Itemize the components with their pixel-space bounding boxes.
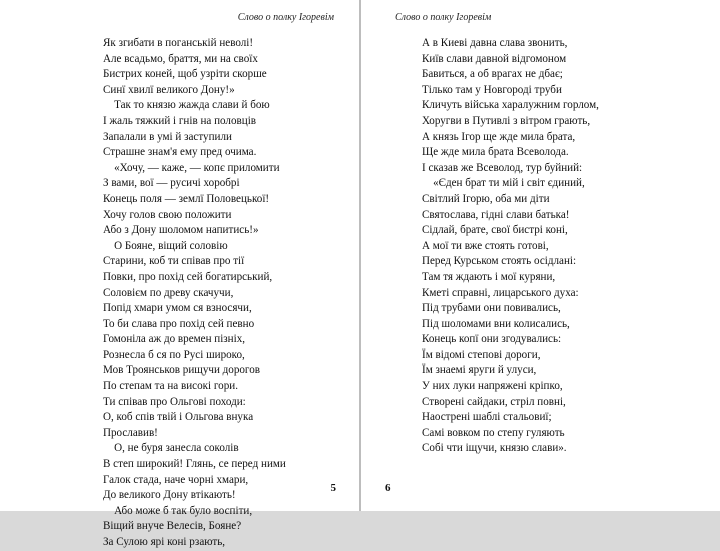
poem-line: Сідлай, брате, свої бистрі коні, — [422, 224, 568, 237]
poem-line: Під шоломами вни колисались, — [422, 317, 570, 330]
poem-line: Попід хмари умом ся взносячи, — [103, 302, 252, 315]
poem-text — [103, 36, 353, 551]
poem-line: Бистрих коней, щоб узріти скорше — [103, 68, 267, 81]
poem-line: Самі вовком по степу гуляють — [422, 426, 565, 439]
poem-line: Повки, про похід сей богатирський, — [103, 270, 273, 283]
poem-line: Галок стада, наче чорні хмари, — [103, 473, 249, 486]
poem-line: Або може б так було воспіти, — [103, 504, 253, 517]
poem-line: О, не буря занесла соколів — [103, 442, 239, 455]
poem-line: Рознесла б ся по Русі широко, — [103, 348, 245, 361]
poem-line: За Сулою ярі коні рзають, — [103, 536, 226, 548]
poem-line: Хочу голов свою положити — [103, 208, 232, 221]
poem-line: Під трубами они повивались, — [422, 302, 561, 315]
poem-line: Синї хвилї великого Дону!» — [103, 83, 235, 96]
poem-line: Конець копї они згодувались: — [422, 333, 562, 346]
poem-line: Соловієм по древу скачучи, — [103, 286, 234, 299]
poem-line: З вами, вої — русичі хоробрі — [103, 177, 240, 190]
poem-text — [422, 36, 712, 457]
poem-line: Гомоніла аж до времен пізніх, — [103, 333, 246, 346]
poem-line: Київ слави давной відгомоном — [422, 52, 567, 65]
poem-line: Мов Троянськов рищучи дорогов — [103, 364, 260, 377]
poem-line: Або з Дону шоломом напитись!» — [103, 224, 259, 237]
poem-line: О Бояне, віщий соловію — [103, 239, 228, 252]
running-header: Слово о полку Ігоревім — [237, 12, 334, 23]
poem-line: А мої ти вже стоять готові, — [422, 239, 549, 252]
poem-line: Там тя ждають і мої куряни, — [422, 270, 556, 283]
poem-line: О, коб спів твій і Ольгова внука — [103, 411, 254, 424]
poem-line: А князь Ігор ще жде мила брата, — [422, 130, 576, 143]
poem-line: Тілько там у Новгороді труби — [422, 83, 562, 96]
poem-line: В степ широкий! Глянь, се перед ними — [103, 458, 286, 471]
poem-line: То би слава про похід сей певно — [103, 317, 255, 330]
poem-line: Світлий Ігорю, оба ми діти — [422, 192, 550, 205]
poem-line: Конець поля — землї Половецької! — [103, 192, 270, 205]
poem-line: «Хочу, — каже, — копє приломити — [103, 161, 280, 174]
poem-line: «Єден брат ти мій і світ єдиний, — [422, 177, 585, 190]
poem-line: І жаль тяжкий і гнів на половців — [103, 114, 257, 127]
poem-line: Прославив! — [103, 426, 158, 439]
poem-line: Їм знаемі яруги й улуси, — [422, 364, 537, 377]
poem-line: Перед Курськом стоять осідлані: — [422, 255, 577, 268]
page-number: 5 — [330, 482, 336, 494]
poem-line: Їм відомі степові дороги, — [422, 348, 541, 361]
poem-line: Бавиться, а об врагах не дбає; — [422, 68, 563, 81]
poem-line: А в Киеві давна слава звонить, — [422, 37, 568, 49]
poem-line: Старини, коб ти співав про тії — [103, 255, 245, 268]
poem-line: Ти співав про Ольгові походи: — [103, 395, 246, 408]
right-page — [361, 0, 720, 511]
page-number: 6 — [385, 482, 391, 494]
poem-line: Святослава, гідні слави батька! — [422, 208, 570, 221]
poem-line: Кметі справні, лицарського духа: — [422, 286, 579, 299]
running-header: Слово о полку Ігоревім — [395, 12, 492, 23]
poem-line: До великого Дону втікають! — [103, 489, 236, 502]
poem-line: Так то князю жажда слави й бою — [103, 99, 270, 112]
poem-line: Наострені шаблі стальовиї; — [422, 411, 552, 424]
poem-line: По степам та на високі гори. — [103, 380, 238, 393]
poem-line: І сказав же Всеволод, тур буйний: — [422, 161, 583, 174]
poem-line: Але всадьмо, браття, ми на своїх — [103, 52, 258, 65]
poem-line: Як згибати в поганській неволі! — [103, 37, 254, 49]
poem-line: У них луки напряжені кріпко, — [422, 380, 563, 393]
poem-line: Хоругви в Путивлі з вітром грають, — [422, 114, 591, 127]
poem-line: Створені сайдаки, стріл повні, — [422, 395, 566, 408]
poem-line: Ще жде мила брата Всеволода. — [422, 146, 569, 159]
poem-line: Кличуть війська харалужним горлом, — [422, 99, 599, 112]
poem-line: Віщий внуче Велесів, Бояне? — [103, 520, 242, 533]
poem-line: Страшне знам'я ему пред очима. — [103, 146, 257, 159]
left-page — [0, 0, 359, 548]
poem-line: Собі чти іщучи, князю слави». — [422, 442, 567, 455]
poem-line: Запалали в умі й заступили — [103, 130, 232, 143]
